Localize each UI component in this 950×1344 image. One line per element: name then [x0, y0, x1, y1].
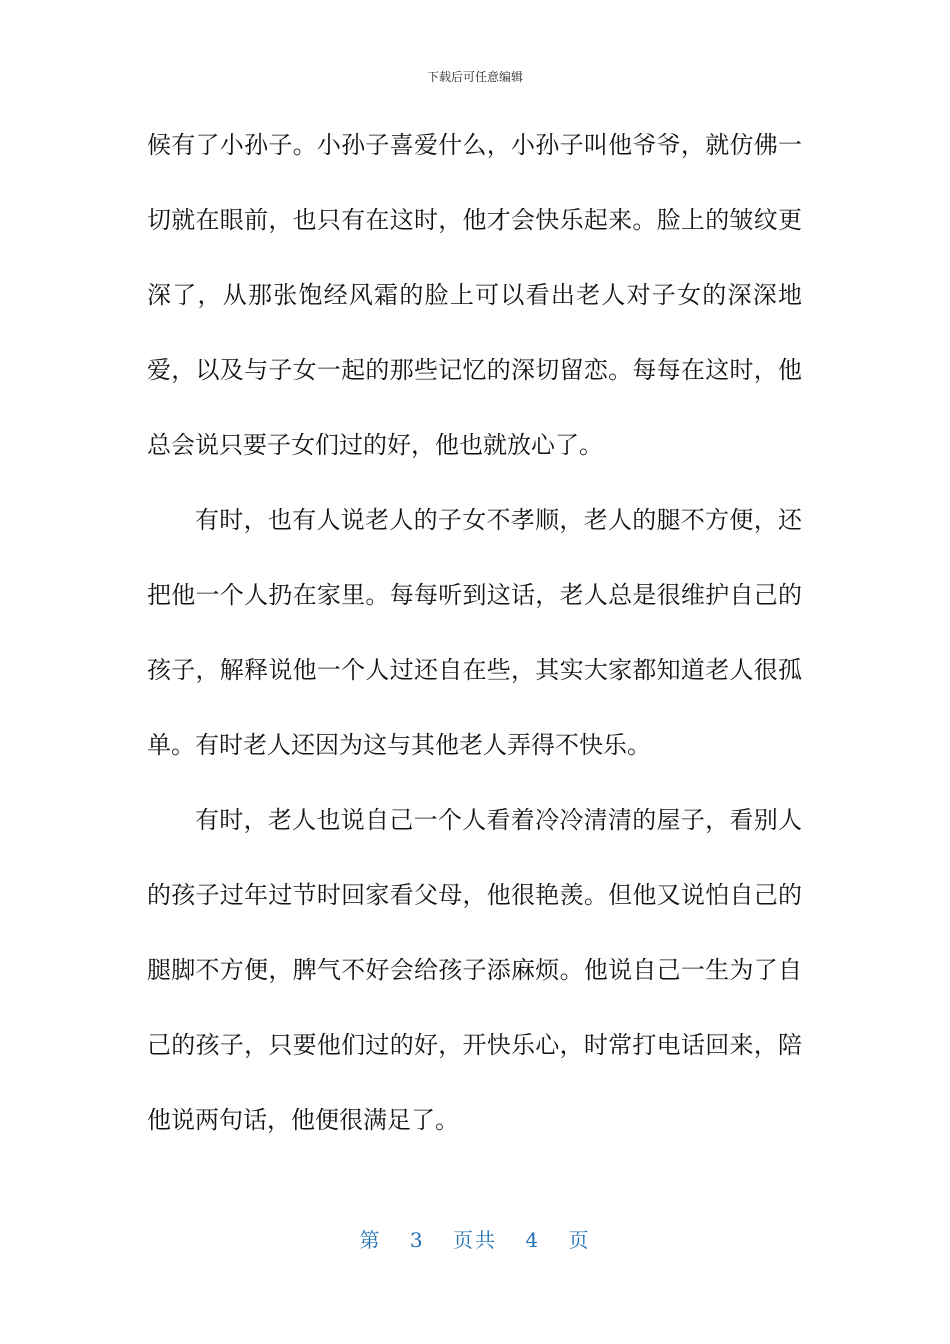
paragraph-continued: 候有了小孙子。小孙子喜爱什么，小孙子叫他爷爷，就仿佛一切就在眼前，也只有在这时，他才会快乐起来。脸上的皱纹更深了，从那张饱经风霜的脸上可以看出老人对子女的深深地爱，以及与子女一起的那些记忆的深切留恋。每每在这时，他总会说只要子女们过的好，他也就放心了。	[147, 131, 802, 459]
footer-ye: 页	[568, 1228, 591, 1252]
paragraph: 有时，老人也说自己一个人看着冷冷清清的屋子，看别人的孩子过年过节时回家看父母，他很艳羡。但他又说怕自己的腿脚不方便，脾气不好会给孩子添麻烦。他说自己一生为了自己的孩子，只要他们过的好，开快乐心，时常打电话回来，陪他说两句话，他便很满足了。	[147, 806, 802, 1134]
footer-ye-gong: 页共	[453, 1228, 497, 1252]
footer-di: 第	[359, 1228, 382, 1252]
total-page-number: 4	[525, 1228, 541, 1252]
document-body	[147, 108, 802, 1158]
header-note: 下载后可任意编辑	[426, 70, 523, 84]
paragraph: 有时，也有人说老人的子女不孝顺，老人的腿不方便，还把他一个人扔在家里。每每听到这话，老人总是很维护自己的孩子，解释说他一个人过还自在些，其实大家都知道老人很孤单。有时老人还因为这与其他老人弄得不快乐。	[147, 506, 802, 759]
current-page-number: 3	[409, 1228, 425, 1252]
page-footer	[0, 1224, 950, 1253]
